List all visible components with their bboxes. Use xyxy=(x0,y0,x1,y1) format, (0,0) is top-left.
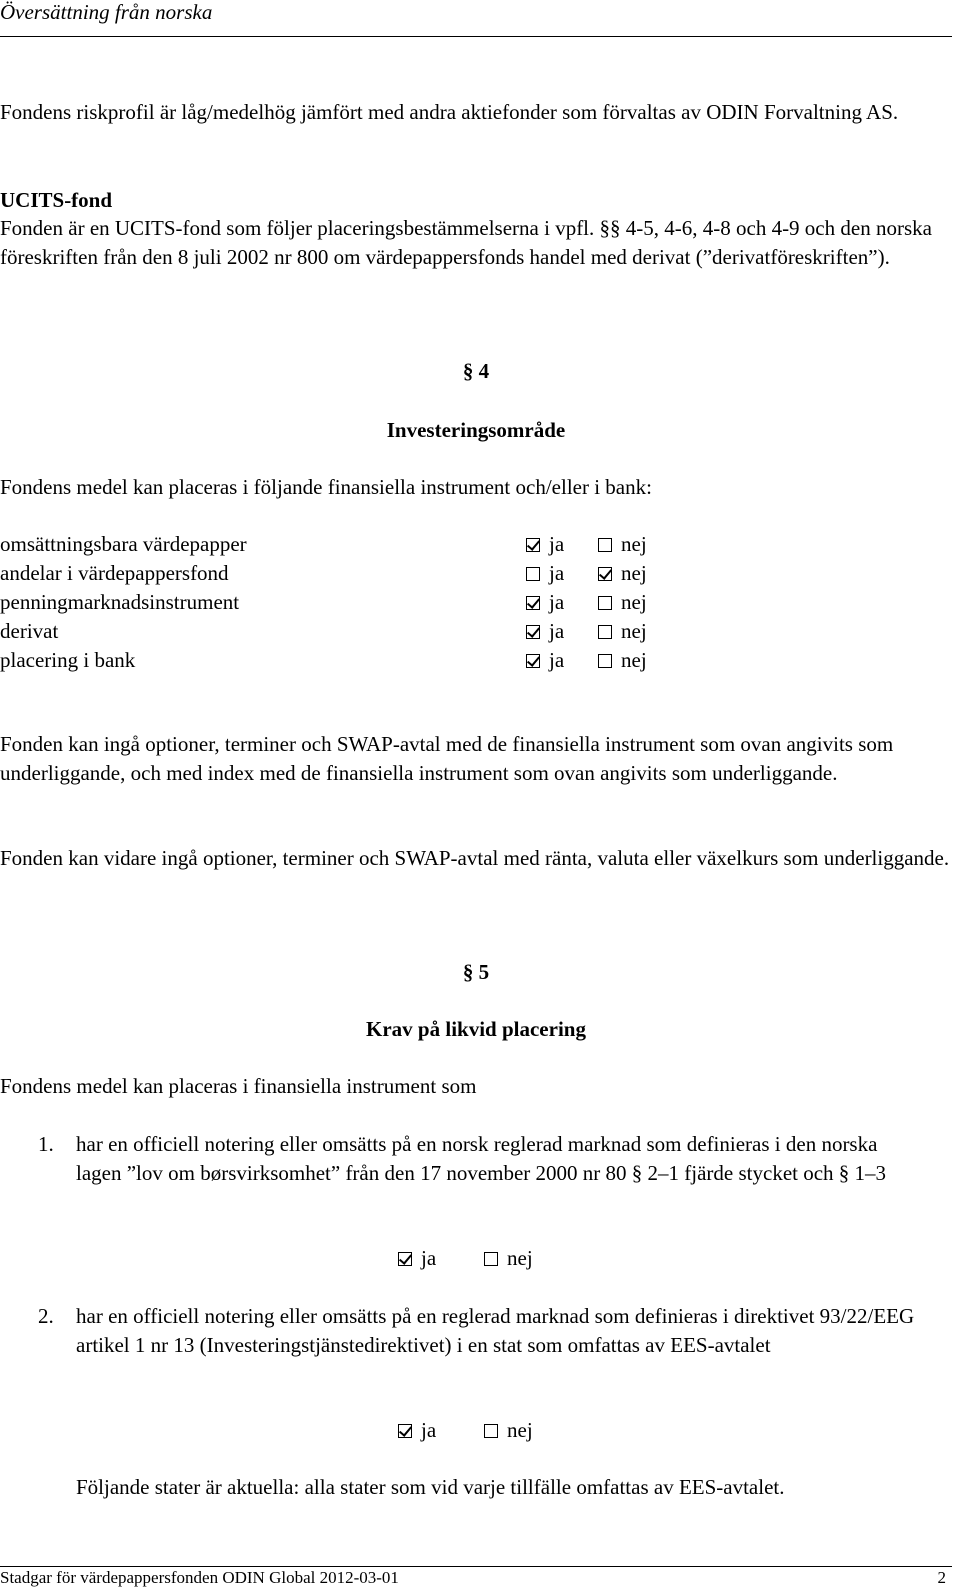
instrument-row xyxy=(0,588,952,617)
checked-box-icon xyxy=(526,625,540,639)
yes-no-options xyxy=(526,646,647,675)
section4-paragraph-1: Fonden kan ingå optioner, terminer och SWAP-avtal med de finansiella instrument som ovan angivits som underliggande, och med index med de finansiella instrument som ovan angivits som underliggande. xyxy=(0,732,894,785)
yes-no-options xyxy=(398,1244,533,1273)
footer-text: Stadgar för värdepappersfonden ODIN Global 2012-03-01 xyxy=(0,1568,399,1587)
footer xyxy=(0,1568,952,1588)
empty-box-icon xyxy=(484,1252,498,1266)
no-label: nej xyxy=(621,648,647,672)
empty-box-icon xyxy=(598,596,612,610)
empty-box-icon xyxy=(484,1424,498,1438)
section4-number: § 4 xyxy=(462,359,490,383)
yes-label: ja xyxy=(421,1246,437,1270)
ucits-heading: UCITS-fond xyxy=(0,188,113,212)
yes-no-options xyxy=(526,617,647,646)
ucits-paragraph: Fonden är en UCITS-fond som följer placeringsbestämmelserna i vpfl. §§ 4-5, 4-6, 4-8 och 4-9 och den norska föreskriften från den 8 juli 2002 nr 800 om värdepappersfonds handel med derivat (”derivatföreskriften”). xyxy=(0,216,932,269)
risk-paragraph: Fondens riskprofil är låg/medelhög jämfört med andra aktiefonder som förvaltas av ODIN Forvaltning AS. xyxy=(0,100,899,124)
empty-box-icon xyxy=(598,654,612,668)
header-title: Översättning från norska xyxy=(0,0,213,24)
no-label: nej xyxy=(621,561,647,585)
no-label: nej xyxy=(507,1418,533,1442)
empty-box-icon xyxy=(598,538,612,552)
instrument-label: placering i bank xyxy=(0,648,136,672)
yes-label: ja xyxy=(549,590,565,614)
yes-label: ja xyxy=(549,648,565,672)
checked-box-icon xyxy=(526,538,540,552)
yes-label: ja xyxy=(421,1418,437,1442)
no-label: nej xyxy=(507,1246,533,1270)
section5-lead: Fondens medel kan placeras i finansiella instrument som xyxy=(0,1074,477,1098)
yes-label: ja xyxy=(549,561,565,585)
yes-no-options xyxy=(398,1416,533,1445)
checked-box-icon xyxy=(398,1252,412,1266)
instrument-row xyxy=(0,559,952,588)
empty-box-icon xyxy=(526,567,540,581)
checked-box-icon xyxy=(526,596,540,610)
instrument-label: derivat xyxy=(0,619,59,643)
footer-divider xyxy=(0,1566,952,1567)
instrument-list xyxy=(0,530,952,675)
empty-box-icon xyxy=(598,625,612,639)
no-label: nej xyxy=(621,590,647,614)
instrument-row xyxy=(0,530,952,559)
instrument-row xyxy=(0,617,952,646)
list-text: har en officiell notering eller omsätts på en reglerad marknad som definieras i direktivet 93/22/EEG artikel 1 nr 13 (Investeringstjänstedirektivet) i en stat som omfattas av EES-avtalet xyxy=(76,1304,915,1357)
section4-title: Investeringsområde xyxy=(386,418,566,442)
checked-box-icon xyxy=(398,1424,412,1438)
yes-no-options xyxy=(526,530,647,559)
yes-no-options xyxy=(526,588,647,617)
section5-number: § 5 xyxy=(462,960,490,984)
section4-lead: Fondens medel kan placeras i följande finansiella instrument och/eller i bank: xyxy=(0,475,652,499)
no-label: nej xyxy=(621,532,647,556)
page-number: 2 xyxy=(937,1568,946,1587)
instrument-label: penningmarknadsinstrument xyxy=(0,590,240,614)
checked-box-icon xyxy=(526,654,540,668)
instrument-label: andelar i värdepappersfond xyxy=(0,561,229,585)
section5-title: Krav på likvid placering xyxy=(366,1017,586,1041)
header-divider xyxy=(0,36,952,37)
states-paragraph: Följande stater är aktuella: alla stater som vid varje tillfälle omfattas av EES-avtalet. xyxy=(76,1475,785,1499)
section4-paragraph-2: Fonden kan vidare ingå optioner, terminer och SWAP-avtal med ränta, valuta eller växelkurs som underliggande. xyxy=(0,846,950,870)
checked-box-icon xyxy=(598,567,612,581)
list-text: har en officiell notering eller omsätts på en norsk reglerad marknad som definieras i den norska lagen ”lov om børsvirksomhet” från den 17 november 2000 nr 80 § 2–1 fjärde stycket och § 1–3 xyxy=(76,1132,887,1185)
no-label: nej xyxy=(621,619,647,643)
instrument-row xyxy=(0,646,952,675)
yes-label: ja xyxy=(549,532,565,556)
list-number: 1. xyxy=(38,1132,54,1156)
instrument-label: omsättningsbara värdepapper xyxy=(0,532,247,556)
list-number: 2. xyxy=(38,1304,54,1328)
yes-no-options xyxy=(526,559,647,588)
yes-label: ja xyxy=(549,619,565,643)
